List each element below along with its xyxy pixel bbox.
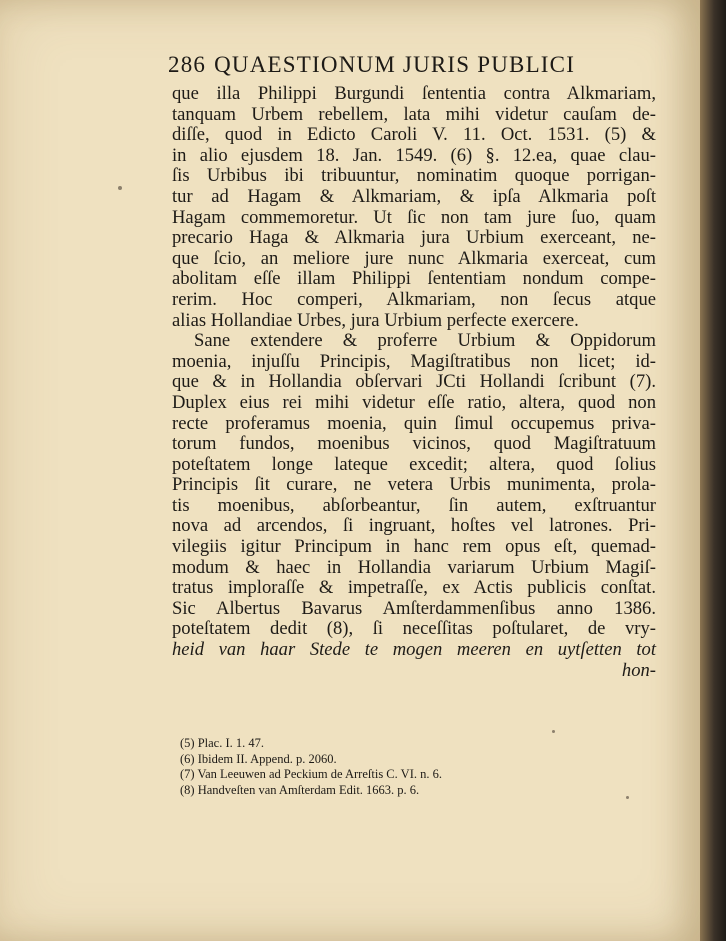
text-line: Principis ſit curare, ne vetera Urbis munimenta, prola- [172,474,656,496]
text-line: Sane extendere & proferre Urbium & Oppidorum [194,330,656,352]
body-text [172,84,656,681]
text-line: in alio ejusdem 18. Jan. 1549. (6) §. 12.ea, quae clau- [172,144,656,166]
running-head [168,52,648,78]
text-line: Sic Albertus Bavarus Amſterdammenſibus anno 1386. [172,597,656,619]
book-gutter [700,0,726,941]
text-line: que ſcio, an meliore jure nunc Alkmaria exerceat, cum [172,247,656,269]
text-line: tur ad Hagam & Alkmariam, & ipſa Alkmaria poſt [172,185,656,207]
text-line: tanquam Urbem rebellem, lata mihi videtur cauſam de- [172,103,656,125]
text-line: abolitam eſſe illam Philippi ſententiam nondum compe- [172,268,656,290]
text-line: tratus imploraſſe & impetraſſe, ex Actis publicis conſtat. [172,577,656,599]
ink-speck [626,796,629,799]
text-line: poteſtatem longe lateque excedit; altera, quod ſolius [172,453,656,475]
ink-speck [552,730,555,733]
text-line: Duplex eius rei mihi videtur eſſe ratio, altera, quod non [172,391,656,413]
text-line: modum & haec in Hollandia variarum Urbium Magiſ- [172,556,656,578]
text-line: precario Haga & Alkmaria jura Urbium exerceant, ne- [172,227,656,249]
text-line: tis moenibus, abſorbeantur, ſin autem, exſtruantur [172,494,656,516]
text-line: moenia, injuſſu Principis, Magiſtratibus non licet; id- [172,350,656,372]
page-number: 286 [168,52,207,77]
catchword: hon- [621,659,656,681]
text-line: nova ad arcendos, ſi ingruant, hoſtes vel latrones. Pri- [172,515,656,537]
ink-speck [118,186,122,190]
text-line: recte proferamus moenia, quin ſimul occupemus priva- [172,412,656,434]
text-line: alias Hollandiae Urbes, jura Urbium perfecte exercere. [172,309,579,331]
text-line: heid van haar Stede te mogen meeren en uytſetten tot [172,639,656,661]
footnote: (6) Ibidem II. Append. p. 2060. [180,751,337,766]
text-line: vilegiis igitur Principum in hanc rem opus eſt, quemad- [172,536,656,558]
text-line: que illa Philippi Burgundi ſententia contra Alkmariam, [172,83,656,104]
text-line: Hagam commemoretur. Ut ſic non tam jure ſuo, quam [172,206,656,228]
text-line: diſſe, quod in Edicto Caroli V. 11. Oct. 1531. (5) & [172,124,656,146]
text-line: poteſtatem dedit (8), ſi neceſſitas poſtularet, de vry- [172,618,656,640]
text-line: rerim. Hoc comperi, Alkmariam, non ſecus atque [172,288,656,310]
footnote: (5) Plac. I. 1. 47. [180,736,265,750]
footnotes [180,736,620,798]
text-line: torum fundos, moenibus vicinos, quod Magiſtratuum [172,433,656,455]
running-title: QUAESTIONUM JURIS PUBLICI [214,52,576,77]
footnote: (7) Van Leeuwen ad Peckium de Arreſtis C. VI. n. 6. [180,767,442,781]
text-line: que & in Hollandia obſervari JCti Hollandi ſcribunt (7). [172,371,656,393]
footnote: (8) Handveſten van Amſterdam Edit. 1663. p. 6. [180,782,420,797]
text-line: ſis Urbibus ibi tribuuntur, nominatim quoque porrigan- [172,165,656,187]
